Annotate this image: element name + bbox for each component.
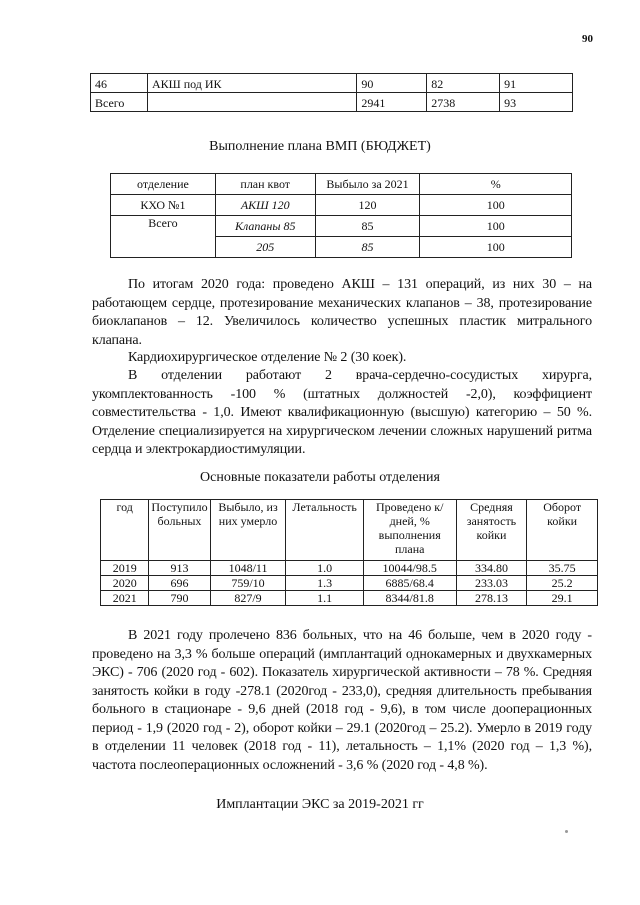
table-cell: 1.1: [286, 591, 363, 606]
table-cell: 790: [149, 591, 210, 606]
column-header: Летальность: [286, 500, 363, 561]
column-header: год: [101, 500, 149, 561]
table-cell: 1.0: [286, 561, 363, 576]
table-cell: 1.3: [286, 576, 363, 591]
column-header: Поступило больных: [149, 500, 210, 561]
table-cell: 8344/81.8: [363, 591, 456, 606]
column-header: %: [420, 174, 572, 195]
table-cell: 759/10: [210, 576, 286, 591]
table-cell: АКШ 120: [215, 195, 315, 216]
table-row: [91, 93, 573, 112]
table-row: [101, 591, 598, 606]
table-cell: 2020: [101, 576, 149, 591]
table-cell: 827/9: [210, 591, 286, 606]
table-cell: 6885/68.4: [363, 576, 456, 591]
table-cell: 120: [315, 195, 420, 216]
table-header-row: [101, 500, 598, 561]
ecs-title: Имплантации ЭКС за 2019-2021 гг: [216, 797, 424, 812]
column-header: Проведено к/дней, % выполнения плана: [363, 500, 456, 561]
table-cell: 913: [149, 561, 210, 576]
table-cell: 25.2: [527, 576, 598, 591]
table-cell: 100: [420, 216, 572, 237]
table-cell: Клапаны 85: [215, 216, 315, 237]
table-cell: 696: [149, 576, 210, 591]
table-cell: 93: [500, 93, 573, 112]
table-cell: 29.1: [527, 591, 598, 606]
table-cell: 85: [315, 237, 420, 258]
table-cell: 100: [420, 195, 572, 216]
paragraph-department-2: [92, 349, 592, 368]
operations-table: [90, 73, 573, 112]
column-header: Выбыло, из них умерло: [210, 500, 286, 561]
column-header: Средняя занятость койки: [456, 500, 527, 561]
table-cell: 46: [91, 74, 148, 93]
table-row: [111, 195, 572, 216]
indicators-title: Основные показатели работы отделения: [200, 470, 440, 485]
column-header: Оборот койки: [527, 500, 598, 561]
paragraph-staffing: [92, 367, 592, 460]
paragraph-text: Кардиохирургическое отделение № 2 (30 коек).: [128, 350, 407, 365]
table-cell: 82: [427, 74, 500, 93]
paragraph-text: В отделении работают 2 врача-сердечно-сосудистых хирурга, укомплектованность -100 % (штатных должностей -2,0), коэффициент совместительства - 1,0. Имеют квалификационную (высшую) категорию – 50 %. Отделение специализируется на хирургическом лечении сложных нарушений ритма сердца и электрокардиостимуляции.: [92, 368, 592, 457]
page-number: 90: [582, 33, 593, 45]
table-cell: 2738: [427, 93, 500, 112]
table-header-row: [111, 174, 572, 195]
vmp-title: Выполнение плана ВМП (БЮДЖЕТ): [209, 139, 431, 154]
table-cell: Всего: [91, 93, 148, 112]
table-row: [91, 74, 573, 93]
indicators-table: [100, 499, 598, 606]
column-header: отделение: [111, 174, 216, 195]
table-cell: [147, 93, 356, 112]
table-cell: 35.75: [527, 561, 598, 576]
table-cell: 278.13: [456, 591, 527, 606]
scan-speck: [565, 830, 568, 833]
table-cell: 100: [420, 237, 572, 258]
table-row: [101, 561, 598, 576]
table-cell: 233.03: [456, 576, 527, 591]
paragraph-results-2020: [92, 276, 592, 350]
table-cell: 334.80: [456, 561, 527, 576]
table-cell: АКШ под ИК: [147, 74, 356, 93]
table-cell: 2019: [101, 561, 149, 576]
column-header: Выбыло за 2021: [315, 174, 420, 195]
table-cell: 1048/11: [210, 561, 286, 576]
table-cell: КХО №1: [111, 195, 216, 216]
table-cell: Всего: [111, 216, 216, 258]
table-row: [101, 576, 598, 591]
paragraph-text: В 2021 году пролечено 836 больных, что на 46 больше, чем в 2020 году - проведено на 3,3 % больше операций (имплантаций однокамерных и двухкамерных ЭКС) - 706 (2020 год - 602). Показатель хирургической активности – 78 %. Средняя занятость койки в году -278.1 (2020год - 233,0), средняя длительность пребывания больного в стационаре - 9,6 дней (2018 год - 9,6), в том числе дооперационных период - 1,9 (2020 год - 2), оборот койки – 29.1 (2020год – 25.2). Умерло в 2019 году в отделении 11 человек (2018 год - 11), летальность – 1,1% (2020 год – 1,3 %), частота послеоперационных осложнений - 3,6 % (2020 год - 4,8 %).: [92, 628, 592, 773]
table-cell: 10044/98.5: [363, 561, 456, 576]
paragraph-text: По итогам 2020 года: проведено АКШ – 131 операций, из них 30 – на работающем сердце, протезирование механических клапанов – 38, протезирование биоклапанов – 12. Увеличилось количество успешных пластик митрального клапана.: [92, 277, 592, 348]
table-cell: 205: [215, 237, 315, 258]
table-cell: 90: [357, 74, 427, 93]
vmp-table: [110, 173, 572, 258]
column-header: план квот: [215, 174, 315, 195]
paragraph-summary-2021: [92, 627, 592, 775]
table-cell: 2941: [357, 93, 427, 112]
table-cell: 2021: [101, 591, 149, 606]
table-cell: 85: [315, 216, 420, 237]
table-row: [111, 216, 572, 237]
table-cell: 91: [500, 74, 573, 93]
